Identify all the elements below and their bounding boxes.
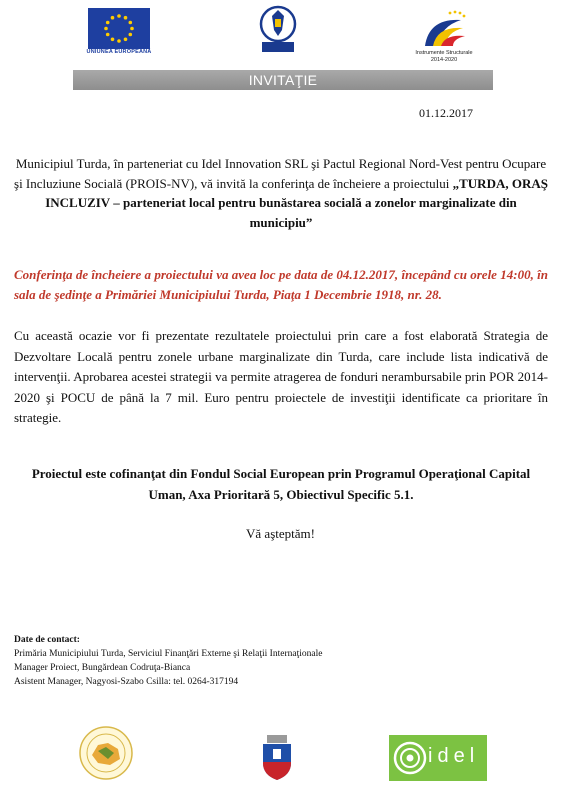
government-romania-logo [258, 4, 298, 56]
title-band [73, 70, 493, 90]
eu-caption: UNIUNEA EUROPEANĂ [86, 49, 152, 55]
contact-line-2: Manager Proiect, Bungărdean Codruţa-Bianca [14, 663, 191, 673]
body-paragraph: Cu această ocazie vor fi prezentate rezultatele proiectului prin care a fost elaborată Strategia de Dezvoltare Locală pentru zonele urbane marginalizate din Turda, care include lista indicativă de intervenţii. Aprobarea acestei strategii va permite atragerea de fonduri nerambursabile prin POR 2014-2020 şi POCU de până la 7 mil. Euro pentru proiectele de investiţii identificate ca prioritare în strategie. [14, 328, 548, 425]
document-title: INVITAŢIE [248, 72, 318, 88]
structural-instruments-icon [415, 8, 471, 48]
idel-logo-text: idel [428, 745, 480, 767]
structural-instruments-caption [405, 50, 483, 63]
contact-line-1: Primăria Municipiului Turda, Serviciul Finanţări Externe şi Relaţii Internaţionale [14, 649, 323, 659]
document-date: 01.12.2017 [419, 106, 473, 120]
prois-nv-seal-icon [78, 725, 134, 780]
prois-nv-logo [78, 725, 134, 780]
idel-spiral-icon [389, 735, 429, 781]
is-caption-line1: Instrumente Structurale [415, 50, 473, 56]
project-title: „TURDA, ORAŞ INCLUZIV – parteneriat local pentru bunăstarea socială a zonelor marginalizate din municipiu” [45, 175, 548, 230]
turda-coat-of-arms-logo [258, 735, 296, 781]
closing-text: Vă aşteptăm! [246, 526, 315, 541]
turda-coat-of-arms-icon [258, 735, 296, 781]
eu-flag-logo [88, 8, 150, 49]
intro-paragraph [14, 154, 548, 232]
contact-line-3: Asistent Manager, Nagyosi-Szabo Csilla: tel. 0264-317194 [14, 677, 239, 687]
contact-section [14, 633, 434, 689]
contact-title: Date de contact: [14, 635, 80, 645]
is-caption-line2: 2014-2020 [430, 56, 458, 63]
funding-paragraph: Proiectul este cofinanţat din Fondul Social European prin Programul Operaţional Capital Uman, Axa Prioritară 5, Obiectivul Specific 5.1. [31, 466, 531, 502]
eu-stars-icon [88, 8, 150, 49]
romania-coat-of-arms-icon [258, 4, 298, 56]
intro-text: Municipiul Turda, în parteneriat cu Idel Innovation SRL şi Pactul Regional Nord-Vest pentru Ocupare şi Incluziune Socială (PROIS-NV), vă invită la conferinţa de încheiere a proiectului [14, 156, 547, 191]
event-paragraph: Conferinţa de încheiere a proiectului va avea loc pe data de 04.12.2017, începând cu orele 14:00, în sala de şedinţe a Primăriei Municipiului Turda, Piaţa 1 Decembrie 1918, nr. 28. [14, 267, 548, 302]
structural-instruments-logo [415, 8, 471, 48]
